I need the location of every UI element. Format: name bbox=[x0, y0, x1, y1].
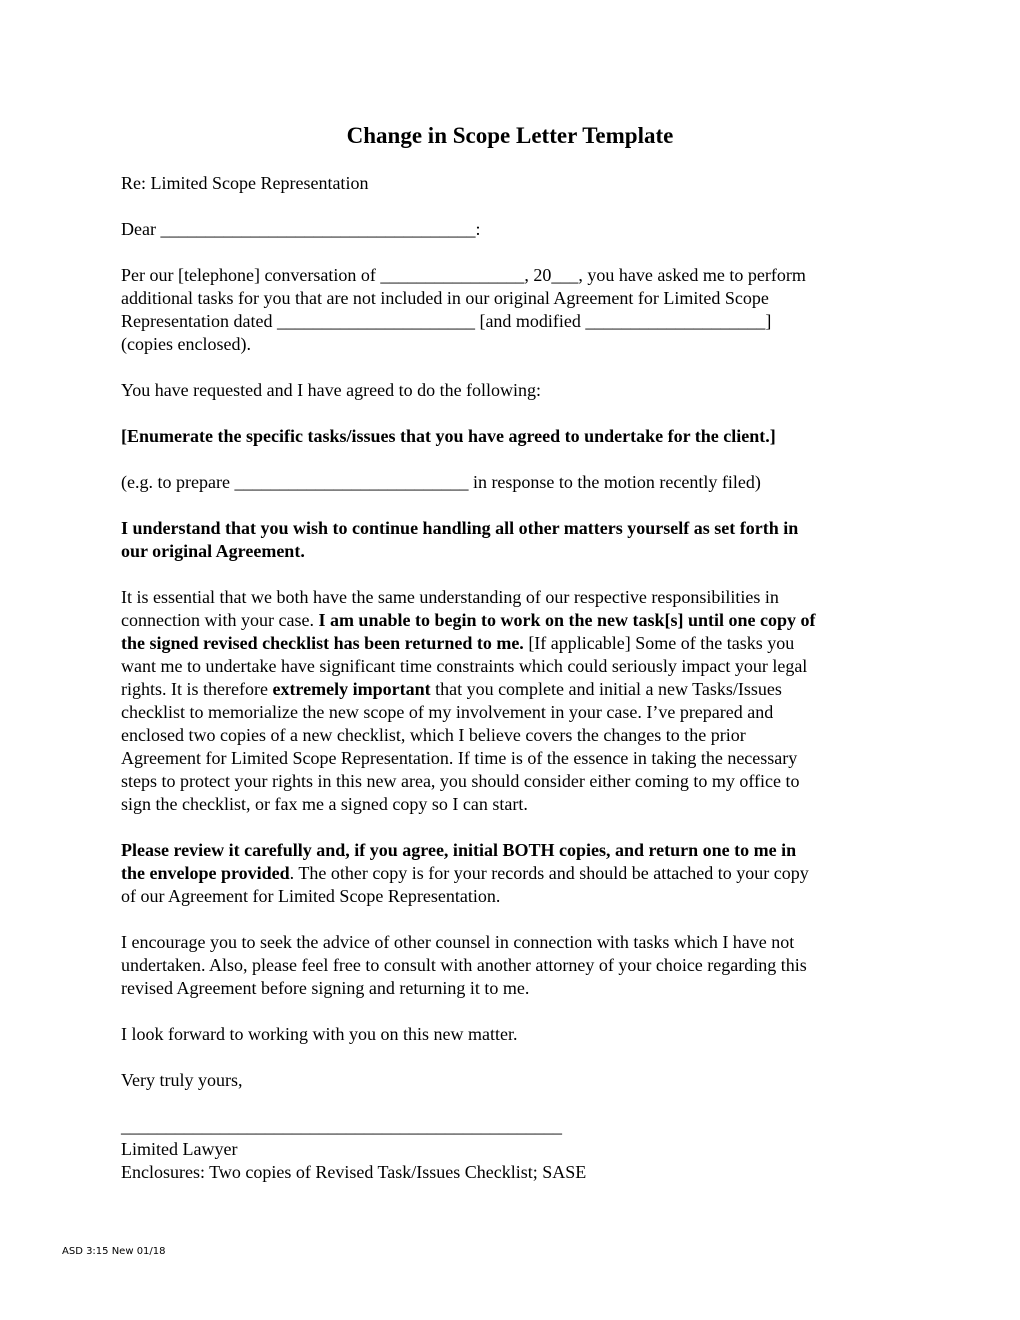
text-line: steps to protect your rights in this new area, you should consider either coming to my office to bbox=[121, 771, 800, 791]
text-line: revised Agreement before signing and returning it to me. bbox=[121, 978, 530, 998]
text-line: undertaken. Also, please feel free to consult with another attorney of your choice regarding this bbox=[121, 955, 807, 975]
text-normal: . The other copy is for your records and should be attached to your copy bbox=[289, 863, 809, 883]
text-bold: the signed revised checklist has been returned to me. bbox=[121, 633, 524, 653]
text-line bbox=[121, 678, 901, 701]
text-line bbox=[121, 862, 901, 885]
text-line: Please review it carefully and, if you agree, initial BOTH copies, and return one to me in bbox=[121, 840, 797, 860]
enclosures-note: Enclosures: Two copies of Revised Task/Issues Checklist; SASE bbox=[121, 1162, 587, 1182]
text-line: I understand that you wish to continue handling all other matters yourself as set forth in bbox=[121, 518, 799, 538]
footer-code: ASD 3:15 New 01/18 bbox=[62, 1246, 166, 1257]
paragraph-example: (e.g. to prepare __________________________ in response to the motion recently filed) bbox=[121, 472, 761, 492]
text-normal: connection with your case. bbox=[121, 610, 319, 630]
paragraph-enumerate-tasks: [Enumerate the specific tasks/issues that you have agreed to undertake for the client.] bbox=[121, 426, 776, 446]
text-line: (copies enclosed). bbox=[121, 334, 251, 354]
paragraph-look-forward: I look forward to working with you on this new matter. bbox=[121, 1024, 518, 1044]
paragraph-conversation bbox=[121, 264, 901, 356]
re-line: Re: Limited Scope Representation bbox=[121, 173, 369, 193]
text-bold: the envelope provided bbox=[121, 863, 290, 883]
paragraph-requested: You have requested and I have agreed to do the following: bbox=[121, 380, 542, 400]
text-normal: that you complete and initial a new Tasks/Issues bbox=[430, 679, 782, 699]
paragraph-essential bbox=[121, 586, 901, 816]
text-bold: extremely important bbox=[272, 679, 431, 699]
text-line: It is essential that we both have the same understanding of our respective responsibilities in bbox=[121, 587, 779, 607]
text-normal: [If applicable] Some of the tasks you bbox=[523, 633, 795, 653]
paragraph-review bbox=[121, 839, 901, 908]
text-line bbox=[121, 609, 901, 632]
letter-body bbox=[121, 172, 901, 1184]
text-line: I encourage you to seek the advice of other counsel in connection with tasks which I have not bbox=[121, 932, 795, 952]
paragraph-understanding bbox=[121, 517, 901, 563]
paragraph-encourage bbox=[121, 931, 901, 1000]
text-line: Agreement for Limited Scope Representation. If time is of the essence in taking the necessary bbox=[121, 748, 798, 768]
signature-block bbox=[121, 1115, 901, 1184]
text-line: additional tasks for you that are not included in our original Agreement for Limited Scope bbox=[121, 288, 769, 308]
text-line bbox=[121, 632, 901, 655]
document-title: Change in Scope Letter Template bbox=[346, 123, 674, 148]
text-line: Per our [telephone] conversation of ________________, 20___, you have asked me to perform bbox=[121, 265, 806, 285]
text-line: Representation dated ______________________ [and modified ____________________] bbox=[121, 311, 772, 331]
signature-line: _________________________________________________ bbox=[121, 1116, 562, 1136]
text-line: enclosed two copies of a new checklist, which I believe covers the changes to the prior bbox=[121, 725, 746, 745]
text-line: want me to undertake have significant time constraints which could seriously impact your legal bbox=[121, 656, 808, 676]
salutation: Dear ___________________________________: bbox=[121, 219, 481, 239]
text-line: checklist to memorialize the new scope of my involvement in your case. I’ve prepared and bbox=[121, 702, 774, 722]
text-line: of our Agreement for Limited Scope Representation. bbox=[121, 886, 501, 906]
signer-name: Limited Lawyer bbox=[121, 1139, 238, 1159]
text-bold: I am unable to begin to work on the new task[s] until one copy of bbox=[318, 610, 816, 630]
text-line: sign the checklist, or fax me a signed copy so I can start. bbox=[121, 794, 528, 814]
closing: Very truly yours, bbox=[121, 1070, 243, 1090]
text-line: our original Agreement. bbox=[121, 541, 305, 561]
text-normal: rights. It is therefore bbox=[121, 679, 273, 699]
